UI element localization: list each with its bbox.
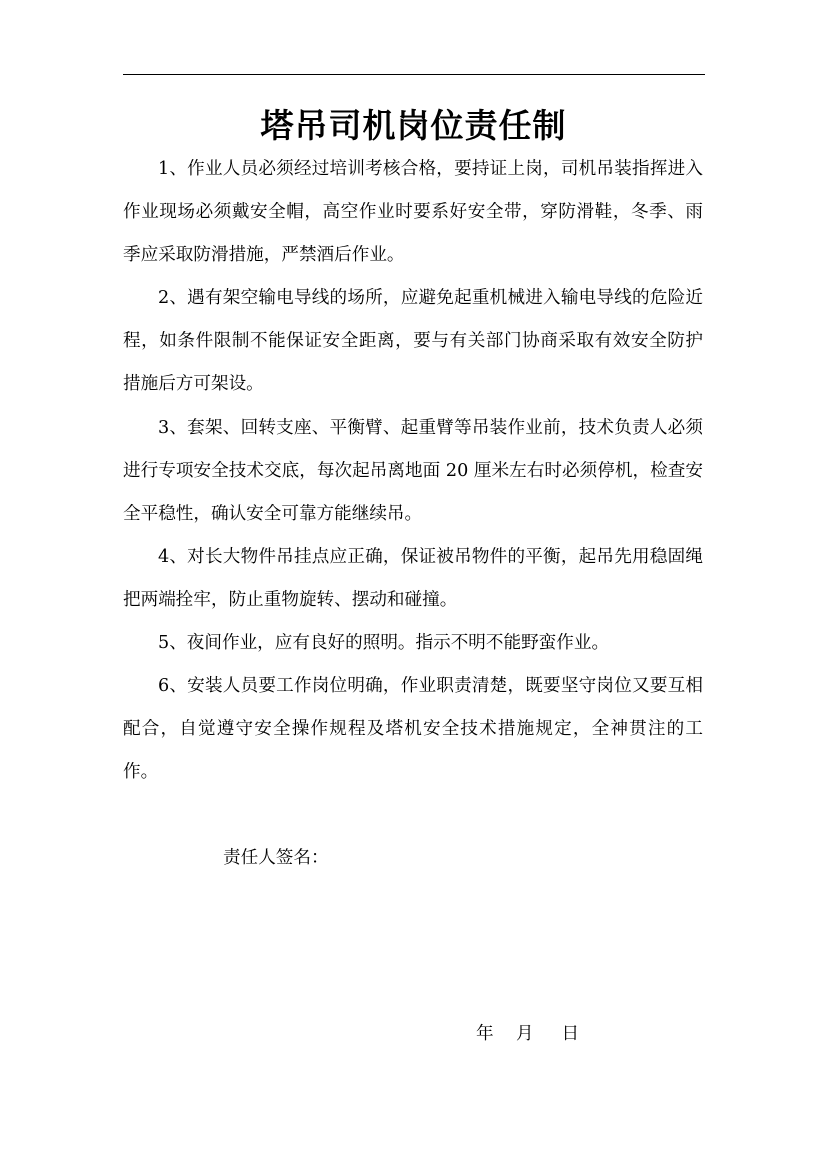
clause-6: 6、安装人员要工作岗位明确，作业职责清楚，既要坚守岗位又要互相配合，自觉遵守安全操作规程及塔机安全技术措施规定，全神贯注的工作。	[123, 676, 703, 783]
clauses-list	[123, 148, 703, 794]
clause-1: 1、作业人员必须经过培训考核合格，要持证上岗，司机吊装指挥进入作业现场必须戴安全帽，高空作业时要系好安全带，穿防滑鞋，冬季、雨季应采取防滑措施，严禁酒后作业。	[123, 159, 703, 266]
signature-label: 责任人签名：	[223, 848, 329, 868]
clause-3: 3、套架、回转支座、平衡臂、起重臂等吊装作业前，技术负责人必须进行专项安全技术交底，每次起吊离地面 20 厘米左右时必须停机，检查安全平稳性，确认安全可靠方能继续吊。	[123, 417, 703, 524]
clause-2: 2、遇有架空输电导线的场所，应避免起重机械进入输电导线的危险近程，如条件限制不能保证安全距离，要与有关部门协商采取有效安全防护措施后方可架设。	[123, 288, 703, 395]
clause-5: 5、夜间作业，应有良好的照明。指示不明不能野蛮作业。	[158, 633, 610, 654]
document-title: 塔吊司机岗位责任制	[260, 106, 567, 145]
date-line: 年 月 日	[476, 1024, 580, 1044]
header-rule	[123, 74, 705, 75]
clause-4: 4、对长大物件吊挂点应正确，保证被吊物件的平衡，起吊先用稳固绳把两端拴牢，防止重物旋转、摆动和碰撞。	[123, 546, 703, 610]
